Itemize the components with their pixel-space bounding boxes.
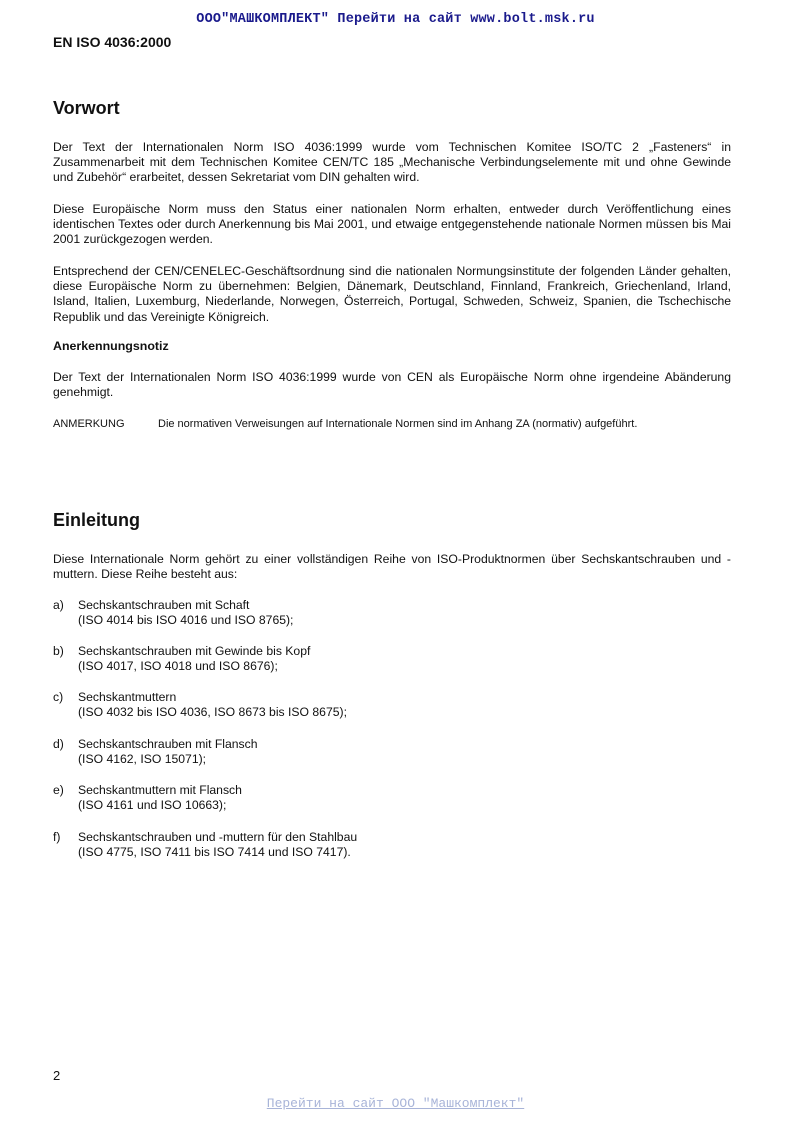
list-item-references: (ISO 4161 und ISO 10663); [78, 798, 227, 813]
list-item-letter: e) [53, 783, 64, 797]
anerkennungsnotiz-heading: Anerkennungsnotiz [53, 339, 169, 353]
bottom-site-link[interactable]: Перейти на сайт ООО "Машкомплект" [266, 1096, 525, 1111]
anerkennungsnotiz-paragraph: Der Text der Internationalen Norm ISO 4036:1999 wurde von CEN als Europäische Norm ohne irgendeine Abänderung genehmigt. [53, 370, 731, 400]
list-item-letter: c) [53, 690, 64, 704]
list-item-title: Sechskantmuttern mit Flansch [78, 783, 242, 797]
note [53, 417, 731, 431]
list-item-references: (ISO 4775, ISO 7411 bis ISO 7414 und ISO 7417). [78, 845, 351, 860]
vorwort-heading: Vorwort [53, 98, 120, 118]
list-item-references: (ISO 4014 bis ISO 4016 und ISO 8765); [78, 613, 294, 628]
page-number: 2 [53, 1068, 61, 1083]
vorwort-paragraph-1: Der Text der Internationalen Norm ISO 4036:1999 wurde vom Technischen Komitee ISO/TC 2 „Fasteners“ in Zusammenarbeit mit dem Technischen Komitee CEN/TC 185 „Mechanische Verbindungselemente mit und ohne Gewinde und Zubehör“ erarbeitet, dessen Sekretariat vom DIN gehalten wird. [53, 140, 731, 185]
note-text: Die normativen Verweisungen auf Internationale Normen sind im Anhang ZA (normativ) aufgeführt. [158, 418, 638, 430]
list-item-title: Sechskantmuttern [78, 690, 177, 704]
list-item-letter: d) [53, 737, 64, 751]
note-label: ANMERKUNG [53, 418, 125, 430]
einleitung-intro: Diese Internationale Norm gehört zu einer vollständigen Reihe von ISO-Produktnormen über Sechskantschrauben und -muttern. Diese Reihe besteht aus: [53, 552, 731, 582]
list-item-letter: b) [53, 644, 64, 658]
list-item-references: (ISO 4017, ISO 4018 und ISO 8676); [78, 659, 278, 674]
list-item-title: Sechskantschrauben und -muttern für den Stahlbau [78, 830, 358, 844]
list-item-references: (ISO 4032 bis ISO 4036, ISO 8673 bis ISO 8675); [78, 705, 347, 720]
einleitung-heading: Einleitung [53, 510, 140, 530]
top-banner-link[interactable]: ООО"МАШКОМПЛЕКТ" Перейти на сайт www.bolt.msk.ru [196, 12, 595, 27]
list-item-references: (ISO 4162, ISO 15071); [78, 752, 207, 767]
vorwort-paragraph-3: Entsprechend der CEN/CENELEC-Geschäftsordnung sind die nationalen Normungsinstitute der folgenden Länder gehalten, diese Europäische Norm zu übernehmen: Belgien, Dänemark, Deutschland, Finnland, Frankreich, Griechenland, Irland, Island, Italien, Luxemburg, Niederlande, Norwegen, Österreich, Portugal, Schweden, Schweiz, Spanien, die Tschechische Republik und das Vereinigte Königreich. [53, 264, 731, 324]
standard-id: EN ISO 4036:2000 [53, 34, 172, 50]
vorwort-paragraph-2: Diese Europäische Norm muss den Status einer nationalen Norm erhalten, entweder durch Veröffentlichung eines identischen Textes oder durch Anerkennung bis Mai 2001, und etwaige entgegenstehende nationale Normen müssen bis Mai 2001 zurückgezogen werden. [53, 202, 731, 247]
list-item-title: Sechskantschrauben mit Schaft [78, 598, 250, 612]
list-item-letter: a) [53, 598, 64, 612]
list-item-title: Sechskantschrauben mit Gewinde bis Kopf [78, 644, 311, 658]
list-item-letter: f) [53, 830, 61, 844]
list-item-title: Sechskantschrauben mit Flansch [78, 737, 258, 751]
